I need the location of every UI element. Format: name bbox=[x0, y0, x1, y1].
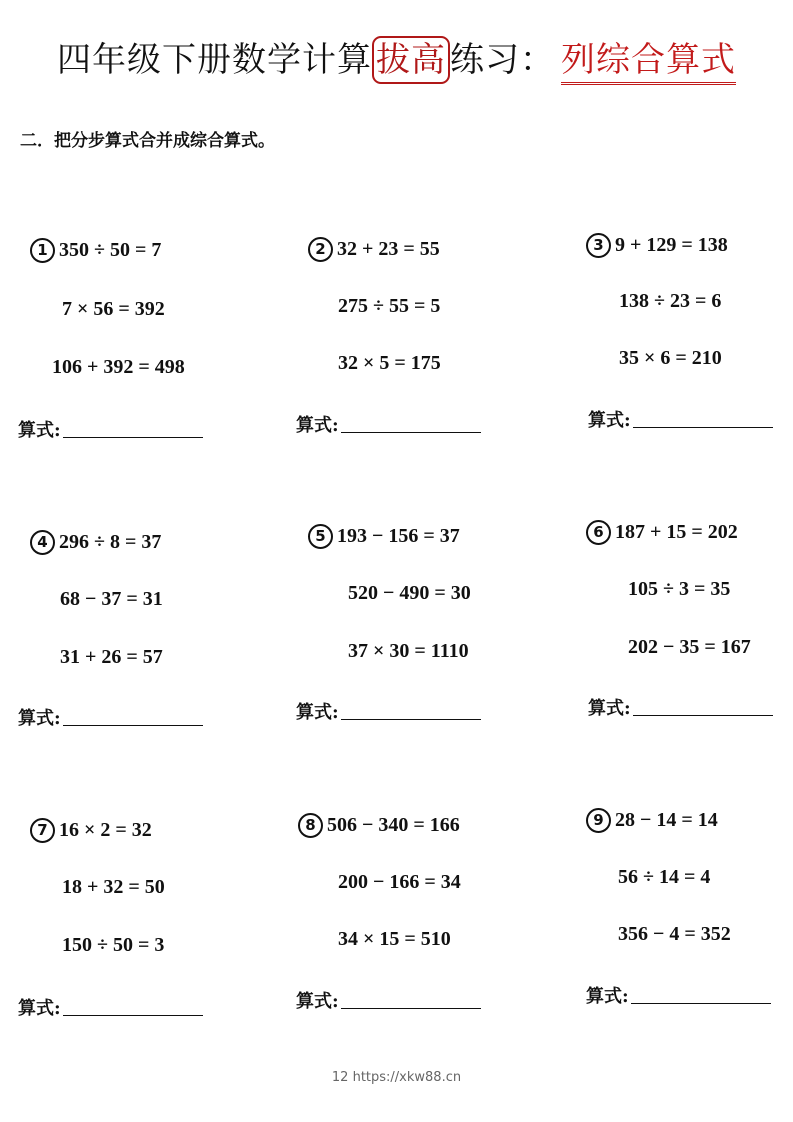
equation-line: 106 + 392 = 498 bbox=[52, 356, 185, 378]
title-highlight: 列综合算式 bbox=[561, 40, 736, 85]
problem-number-badge: 6 bbox=[586, 520, 611, 545]
page-title bbox=[0, 34, 793, 86]
answer-line[interactable] bbox=[633, 699, 773, 716]
equation-line: 34 × 15 = 510 bbox=[338, 928, 451, 950]
equation-line: 68 − 37 = 31 bbox=[60, 588, 163, 610]
answer-line[interactable] bbox=[341, 992, 481, 1009]
footer-page-url: 12 https://xkw88.cn bbox=[331, 1070, 462, 1085]
equation-line: 1 350 ÷ 50 = 7 bbox=[30, 238, 161, 263]
equation-line: 5 193 − 156 = 37 bbox=[308, 524, 460, 549]
problem-number-badge: 2 bbox=[308, 237, 333, 262]
title-boxed-word: 拔高 bbox=[372, 36, 450, 84]
equation-line: 31 + 26 = 57 bbox=[60, 646, 163, 668]
problem-number-badge: 3 bbox=[586, 233, 611, 258]
problem-6 bbox=[586, 520, 793, 760]
equation-line: 3 9 + 129 = 138 bbox=[586, 233, 728, 258]
answer-line[interactable] bbox=[341, 416, 481, 433]
problem-number-badge: 1 bbox=[30, 238, 55, 263]
answer-field[interactable]: 算式: bbox=[296, 698, 481, 724]
equation-line: 7 16 × 2 = 32 bbox=[30, 818, 152, 843]
equation-line: 56 ÷ 14 = 4 bbox=[618, 866, 711, 888]
equation-line: 356 − 4 = 352 bbox=[618, 923, 731, 945]
problem-number-badge: 5 bbox=[308, 524, 333, 549]
problem-number-badge: 7 bbox=[30, 818, 55, 843]
equation-line: 4 296 ÷ 8 = 37 bbox=[30, 530, 161, 555]
answer-field[interactable]: 算式: bbox=[296, 987, 481, 1013]
answer-field[interactable]: 算式: bbox=[18, 704, 203, 730]
equation-line: 2 32 + 23 = 55 bbox=[308, 237, 440, 262]
answer-line[interactable] bbox=[63, 999, 203, 1016]
equation-line: 18 + 32 = 50 bbox=[62, 876, 165, 898]
equation-line: 35 × 6 = 210 bbox=[619, 347, 722, 369]
problem-8 bbox=[298, 813, 548, 1053]
problem-1 bbox=[18, 238, 280, 478]
answer-field[interactable]: 算式: bbox=[18, 994, 203, 1020]
title-part2: 练习： bbox=[450, 40, 555, 80]
equation-line: 150 ÷ 50 = 3 bbox=[62, 934, 165, 956]
equation-line: 200 − 166 = 34 bbox=[338, 871, 461, 893]
problem-number-badge: 8 bbox=[298, 813, 323, 838]
equation-line: 138 ÷ 23 = 6 bbox=[619, 290, 722, 312]
problem-9 bbox=[586, 808, 793, 1048]
equation-line: 8 506 − 340 = 166 bbox=[298, 813, 460, 838]
equation-line: 37 × 30 = 1110 bbox=[348, 640, 469, 662]
answer-field[interactable]: 算式: bbox=[586, 982, 771, 1008]
equation-line: 6 187 + 15 = 202 bbox=[586, 520, 738, 545]
answer-field[interactable]: 算式: bbox=[296, 411, 481, 437]
answer-field[interactable]: 算式: bbox=[18, 416, 203, 442]
answer-line[interactable] bbox=[631, 987, 771, 1004]
equation-line: 105 ÷ 3 = 35 bbox=[628, 578, 731, 600]
answer-line[interactable] bbox=[63, 421, 203, 438]
problem-number-badge: 9 bbox=[586, 808, 611, 833]
answer-line[interactable] bbox=[341, 703, 481, 720]
problem-7 bbox=[18, 818, 280, 1058]
answer-line[interactable] bbox=[633, 411, 773, 428]
equation-line: 202 − 35 = 167 bbox=[628, 636, 751, 658]
instruction-text: 二．把分步算式合并成综合算式。 bbox=[20, 131, 275, 151]
equation-line: 32 × 5 = 175 bbox=[338, 352, 441, 374]
equation-line: 520 − 490 = 30 bbox=[348, 582, 471, 604]
problem-5 bbox=[296, 524, 558, 764]
answer-field[interactable]: 算式: bbox=[588, 406, 773, 432]
problem-number-badge: 4 bbox=[30, 530, 55, 555]
equation-line: 9 28 − 14 = 14 bbox=[586, 808, 718, 833]
answer-line[interactable] bbox=[63, 709, 203, 726]
equation-line: 275 ÷ 55 = 5 bbox=[338, 295, 441, 317]
answer-field[interactable]: 算式: bbox=[588, 694, 773, 720]
title-part1: 四年级下册数学计算 bbox=[57, 40, 372, 80]
problem-3 bbox=[586, 233, 793, 473]
equation-line: 7 × 56 = 392 bbox=[62, 298, 165, 320]
problem-2 bbox=[296, 237, 558, 477]
problem-4 bbox=[18, 530, 280, 770]
